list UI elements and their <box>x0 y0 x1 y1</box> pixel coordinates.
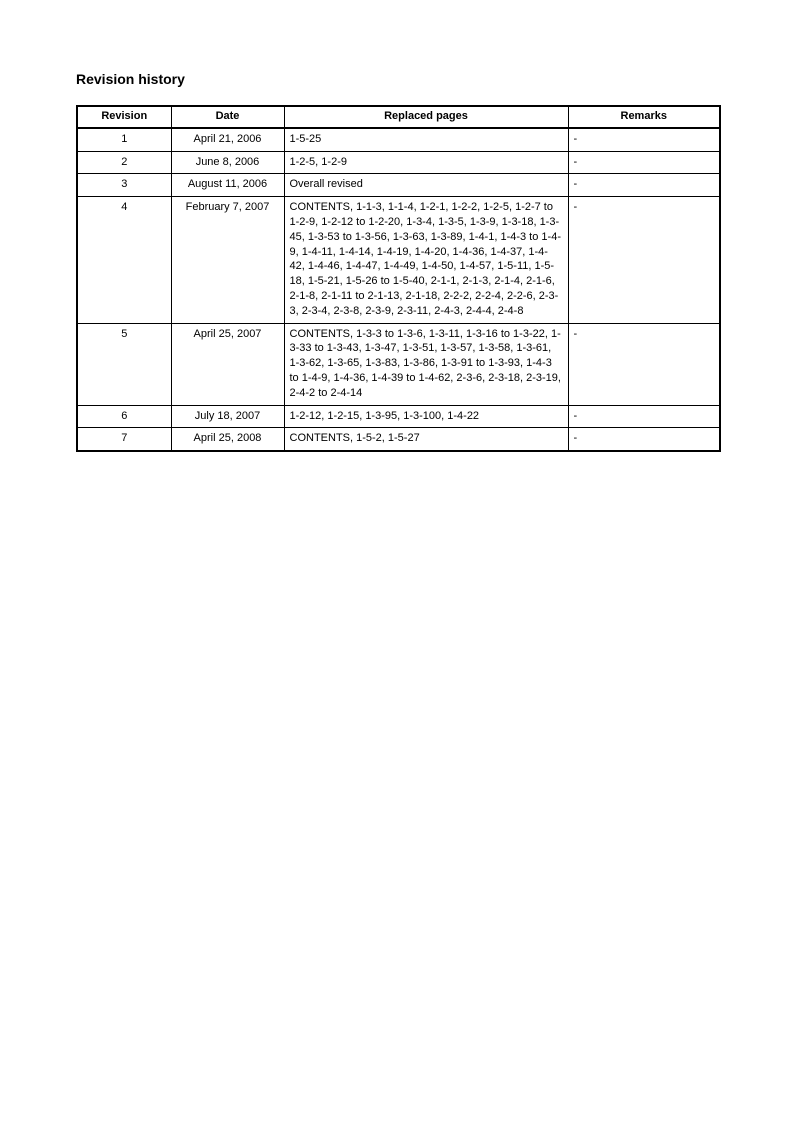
cell-replaced-pages: 1-2-12, 1-2-15, 1-3-95, 1-3-100, 1-4-22 <box>284 405 568 428</box>
cell-date: June 8, 2006 <box>171 151 284 174</box>
table-row <box>77 151 720 174</box>
cell-revision: 5 <box>77 323 171 405</box>
page-title: Revision history <box>76 71 185 87</box>
cell-revision: 2 <box>77 151 171 174</box>
cell-replaced-pages: CONTENTS, 1-5-2, 1-5-27 <box>284 428 568 451</box>
cell-remarks: - <box>568 151 720 174</box>
table-row <box>77 405 720 428</box>
table-header-row <box>77 106 720 128</box>
cell-date: April 25, 2007 <box>171 323 284 405</box>
cell-date: February 7, 2007 <box>171 197 284 323</box>
cell-date: July 18, 2007 <box>171 405 284 428</box>
cell-date: April 21, 2006 <box>171 128 284 151</box>
cell-remarks: - <box>568 323 720 405</box>
cell-remarks: - <box>568 428 720 451</box>
cell-remarks: - <box>568 197 720 323</box>
table-row <box>77 174 720 197</box>
table-row <box>77 323 720 405</box>
cell-remarks: - <box>568 128 720 151</box>
header-revision: Revision <box>77 106 171 128</box>
revision-history-table <box>76 105 721 452</box>
cell-remarks: - <box>568 174 720 197</box>
cell-revision: 3 <box>77 174 171 197</box>
table-row <box>77 428 720 451</box>
cell-revision: 6 <box>77 405 171 428</box>
cell-replaced-pages: Overall revised <box>284 174 568 197</box>
header-replaced-pages: Replaced pages <box>284 106 568 128</box>
cell-date: August 11, 2006 <box>171 174 284 197</box>
cell-replaced-pages: 1-2-5, 1-2-9 <box>284 151 568 174</box>
cell-revision: 4 <box>77 197 171 323</box>
table-row <box>77 197 720 323</box>
cell-replaced-pages: 1-5-25 <box>284 128 568 151</box>
header-remarks: Remarks <box>568 106 720 128</box>
cell-replaced-pages: CONTENTS, 1-1-3, 1-1-4, 1-2-1, 1-2-2, 1-2-5, 1-2-7 to 1-2-9, 1-2-12 to 1-2-20, 1-3-4, 1-3-5, 1-3-9, 1-3-18, 1-3-45, 1-3-53 to 1-3-56, 1-3-63, 1-3-89, 1-4-1, 1-4-3 to 1-4-9, 1-4-11, 1-4-14, 1-4-19, 1-4-20, 1-4-36, 1-4-37, 1-4-42, 1-4-46, 1-4-47, 1-4-49, 1-4-50, 1-4-57, 1-5-11, 1-5-18, 1-5-21, 1-5-26 to 1-5-40, 2-1-1, 2-1-3, 2-1-4, 2-1-6, 2-1-8, 2-1-11 to 2-1-13, 2-1-18, 2-2-2, 2-2-4, 2-2-6, 2-3-3, 2-3-4, 2-3-8, 2-3-9, 2-3-11, 2-4-3, 2-4-4, 2-4-8 <box>284 197 568 323</box>
cell-revision: 1 <box>77 128 171 151</box>
cell-replaced-pages: CONTENTS, 1-3-3 to 1-3-6, 1-3-11, 1-3-16 to 1-3-22, 1-3-33 to 1-3-43, 1-3-47, 1-3-51, 1-3-57, 1-3-58, 1-3-61, 1-3-62, 1-3-65, 1-3-83, 1-3-86, 1-3-91 to 1-3-93, 1-4-3 to 1-4-9, 1-4-36, 1-4-39 to 1-4-62, 2-3-6, 2-3-18, 2-3-19, 2-4-2 to 2-4-14 <box>284 323 568 405</box>
cell-remarks: - <box>568 405 720 428</box>
cell-revision: 7 <box>77 428 171 451</box>
table-row <box>77 128 720 151</box>
header-date: Date <box>171 106 284 128</box>
cell-date: April 25, 2008 <box>171 428 284 451</box>
